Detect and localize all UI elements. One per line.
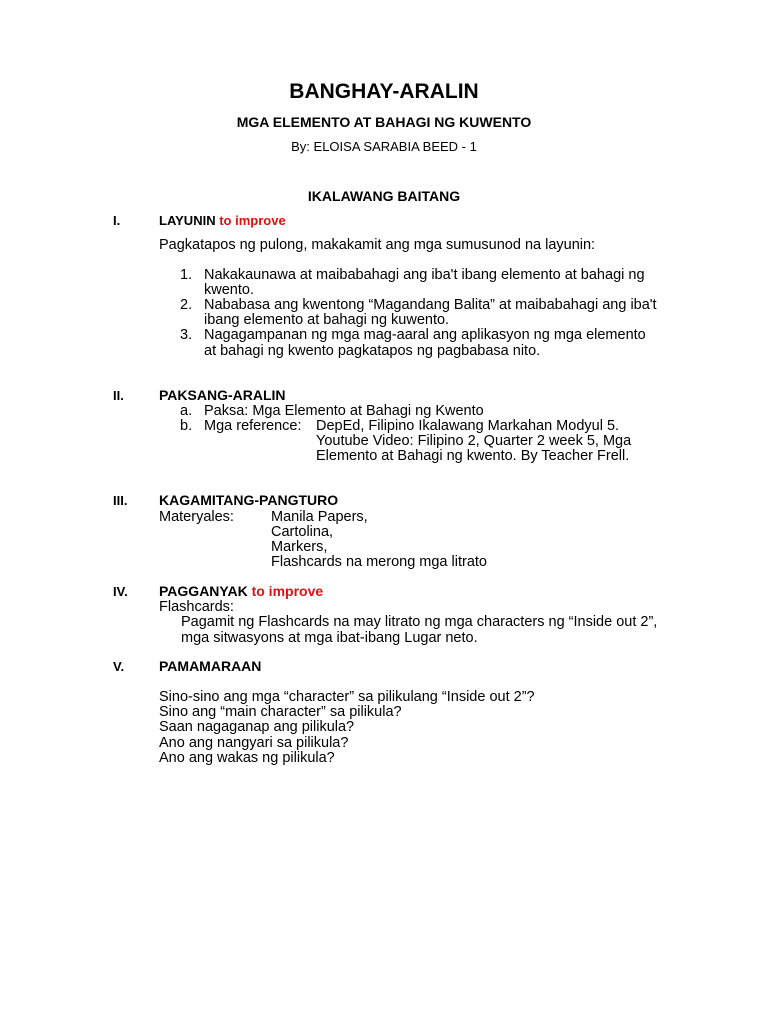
section-numeral: IV. (113, 584, 128, 599)
list-item: ibang elemento at bahagi ng kuwento. (204, 312, 450, 328)
list-item: Nababasa ang kwentong “Magandang Balita” at maibabahagi ang iba't (204, 297, 657, 313)
list-number: 1. (180, 267, 193, 283)
material-item: Cartolina, (271, 524, 334, 540)
section-heading-layunin (159, 214, 286, 227)
question-item: Sino ang “main character” sa pilikula? (159, 704, 402, 720)
section-heading-pagganyak (159, 584, 323, 598)
list-item: Nagagampanan ng mga mag-aaral ang aplikasyon ng mga elemento (204, 327, 646, 343)
flashcards-label: Flashcards: (159, 599, 234, 615)
list-item: Nakakaunawa at maibabahagi ang iba't ibang elemento at bahagi ng (204, 267, 645, 283)
section-heading-text: PAGGANYAK (159, 583, 248, 599)
reference-value: DepEd, Filipino Ikalawang Markahan Modyul 5. (316, 418, 620, 434)
materials-label: Materyales: (159, 509, 234, 525)
paksa-line: Paksa: Mga Elemento at Bahagi ng Kwento (204, 403, 484, 419)
document-subtitle: MGA ELEMENTO AT BAHAGI NG KUWENTO (236, 114, 532, 130)
pagganyak-line: Pagamit ng Flashcards na may litrato ng mga characters ng “Inside out 2”, (181, 614, 658, 630)
section-heading-paksang-aralin: PAKSANG-ARALIN (159, 387, 286, 403)
pagganyak-line: mga sitwasyons at mga ibat-ibang Lugar neto. (181, 630, 478, 646)
list-number: 2. (180, 297, 193, 313)
reference-value: Elemento at Bahagi ng kwento. By Teacher Frell. (316, 448, 630, 464)
material-item: Markers, (271, 539, 328, 555)
material-item: Flashcards na merong mga litrato (271, 554, 487, 570)
author-byline: By: ELOISA SARABIA BEED - 1 (291, 139, 477, 154)
improve-note: to improve (251, 583, 324, 599)
section-heading-pamamaraan: PAMAMARAAN (159, 658, 262, 674)
material-item: Manila Papers, (271, 509, 368, 525)
list-letter: b. (180, 418, 193, 434)
list-item: at bahagi ng kwento pagkatapos ng pagbabasa nito. (204, 343, 541, 359)
list-number: 3. (180, 327, 193, 343)
list-letter: a. (180, 403, 193, 419)
list-item: kwento. (204, 282, 254, 298)
improve-note: to improve (219, 213, 286, 228)
section-heading-kagamitang-pangturo: KAGAMITANG-PANGTURO (159, 492, 339, 508)
grade-level: IKALAWANG BAITANG (307, 188, 461, 204)
question-item: Saan nagaganap ang pilikula? (159, 719, 355, 735)
section-numeral: V. (113, 659, 125, 674)
question-item: Sino-sino ang mga “character” sa pilikulang “Inside out 2”? (159, 689, 535, 705)
reference-label: Mga reference: (204, 418, 302, 434)
section-heading-text: LAYUNIN (159, 213, 216, 228)
question-item: Ano ang nangyari sa pilikula? (159, 735, 349, 751)
objectives-intro: Pagkatapos ng pulong, makakamit ang mga sumusunod na layunin: (159, 237, 596, 253)
document-title: BANGHAY-ARALIN (289, 80, 479, 103)
section-numeral: III. (113, 493, 128, 508)
question-item: Ano ang wakas ng pilikula? (159, 750, 335, 766)
section-numeral: I. (113, 213, 121, 228)
reference-value: Youtube Video: Filipino 2, Quarter 2 week 5, Mga (316, 433, 632, 449)
section-numeral: II. (113, 388, 124, 403)
